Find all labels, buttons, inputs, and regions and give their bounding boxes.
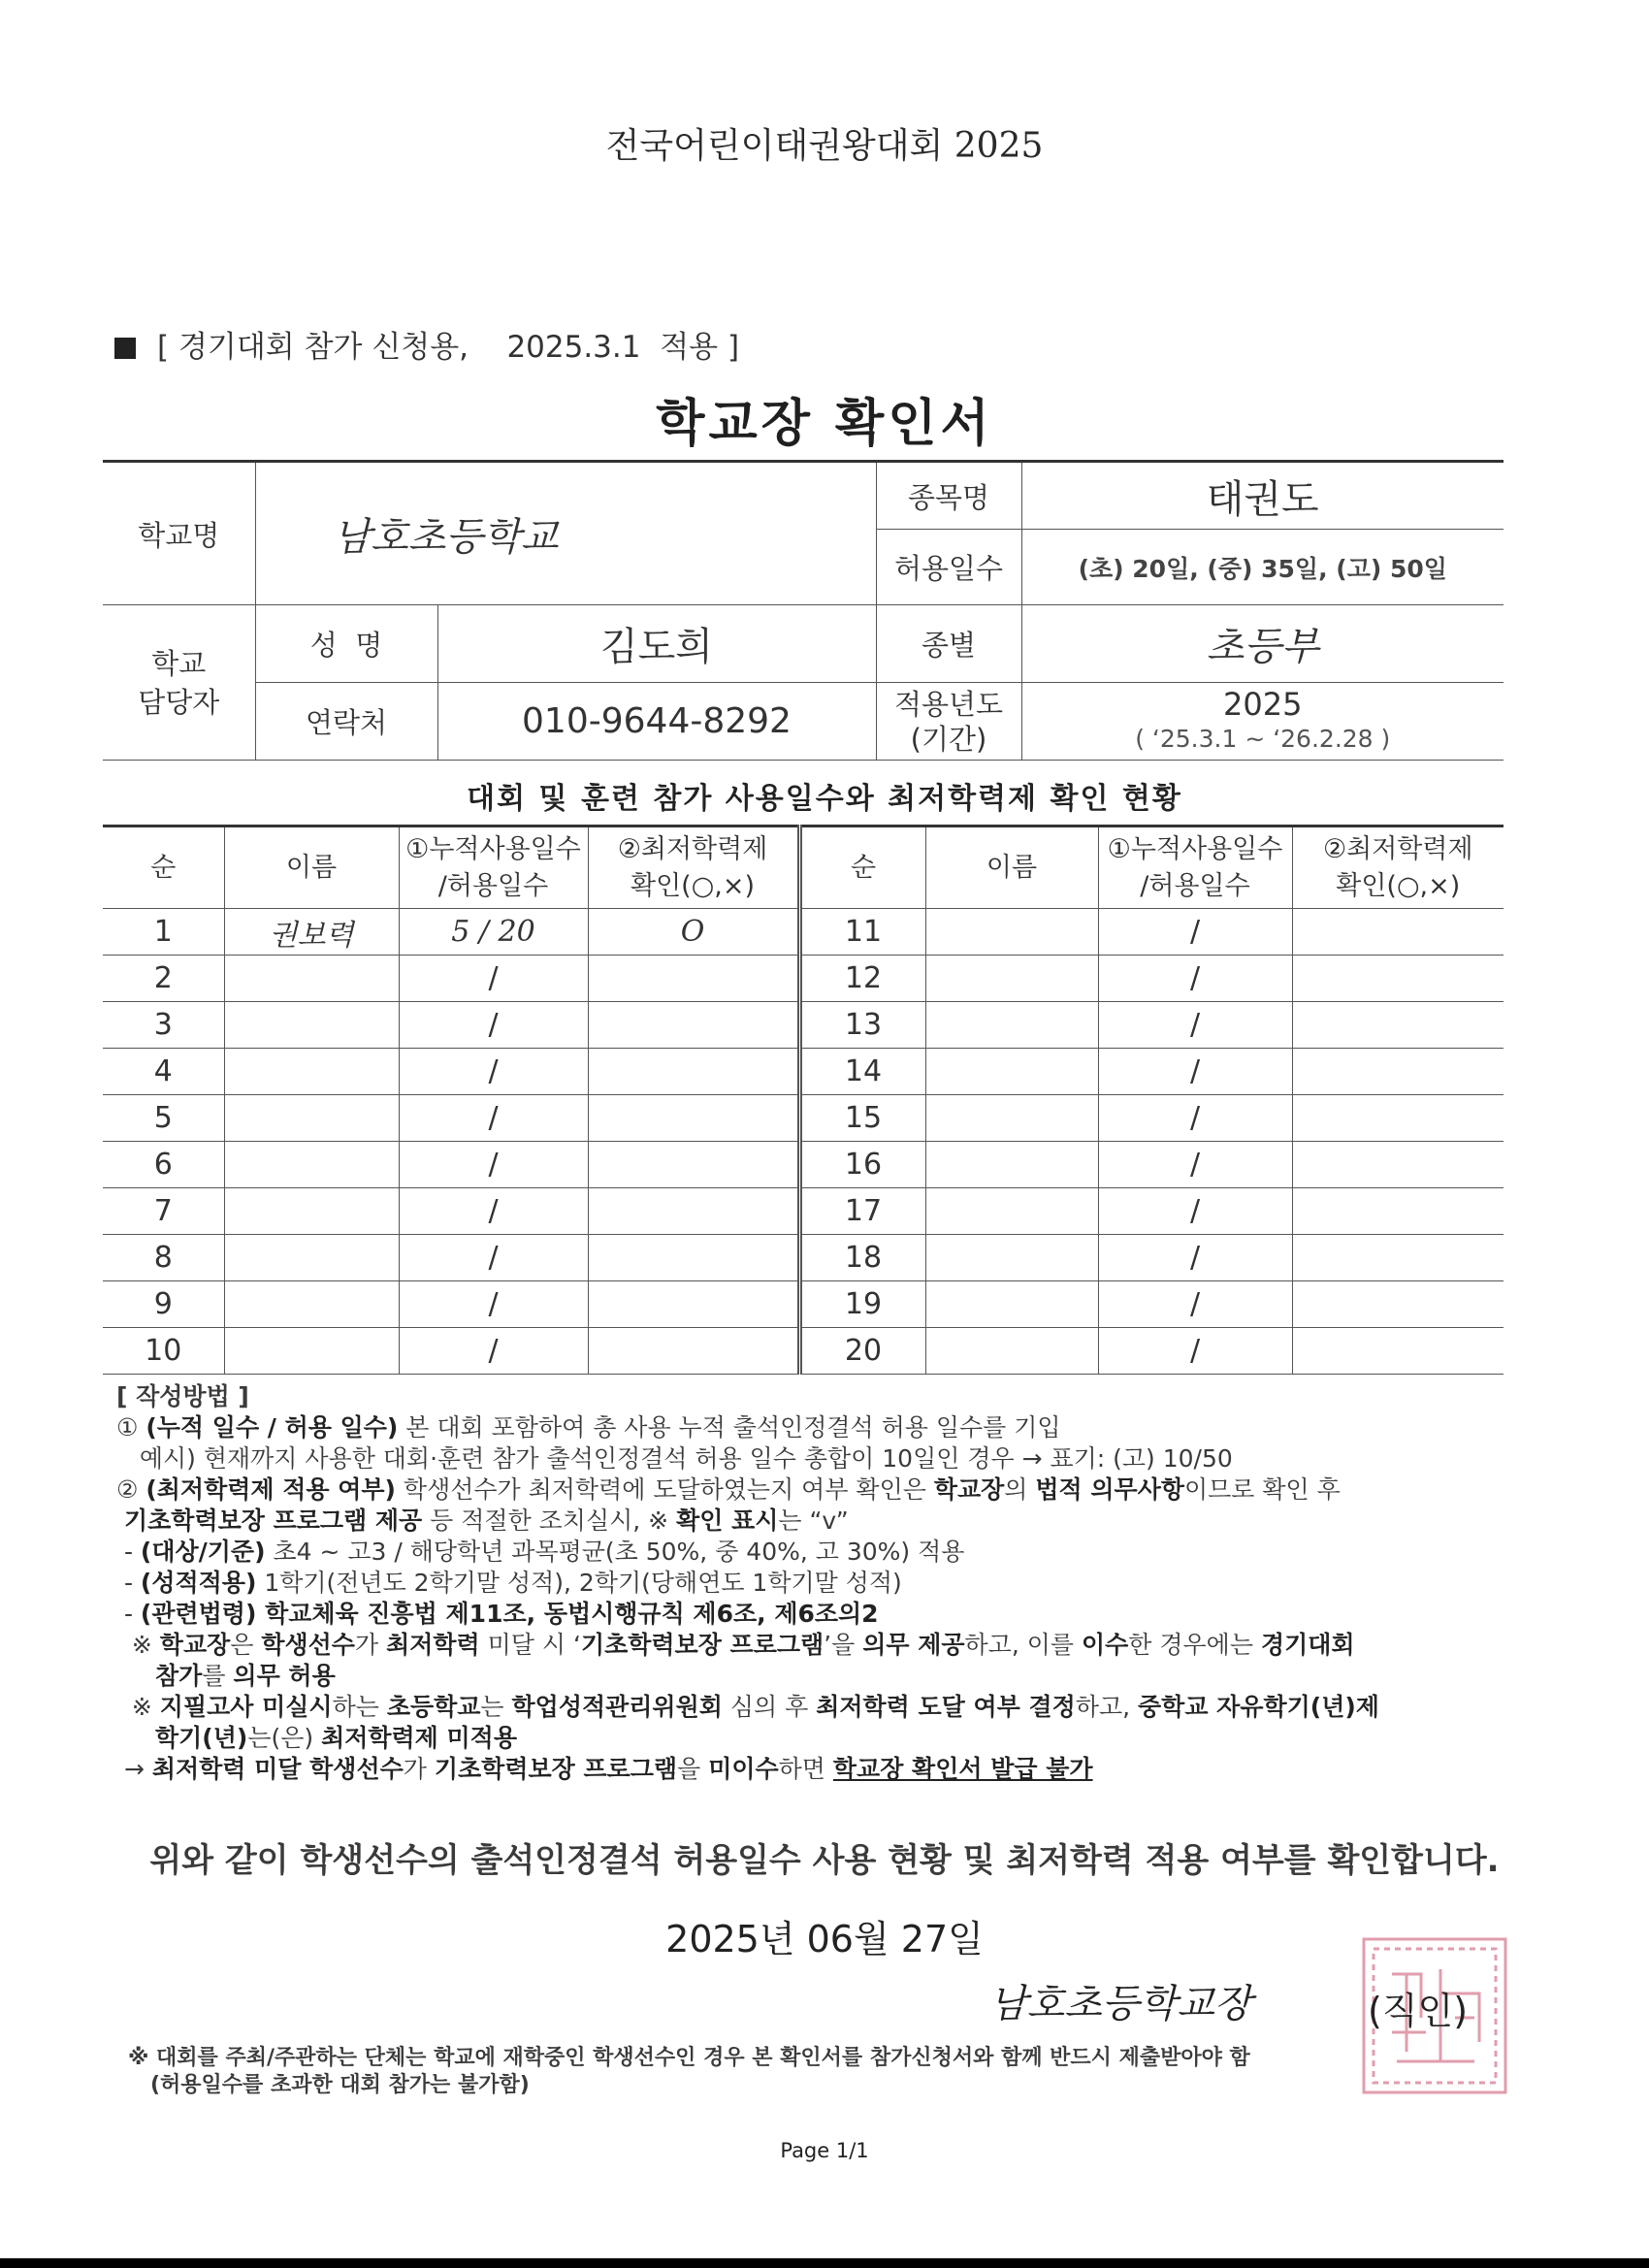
m: -	[116, 1538, 141, 1566]
row-check	[588, 1235, 799, 1281]
row-no: 15	[799, 1095, 925, 1142]
row-check: O	[588, 909, 799, 956]
row-check	[1292, 1002, 1504, 1049]
m: 최저학력 도달 여부 결정	[816, 1693, 1076, 1721]
m: 의	[1004, 1475, 1036, 1504]
m: -	[116, 1569, 141, 1597]
contact-value: 010-9644-8292	[437, 683, 876, 761]
m: 하고,	[1075, 1693, 1139, 1721]
m: 최저학력 미달 학생선수	[151, 1755, 404, 1783]
m: 기초학력보장 프로그램	[580, 1631, 824, 1659]
header-min-left	[588, 826, 799, 909]
m: ’을	[824, 1631, 863, 1659]
document-title: 학교장 확인서	[656, 395, 993, 453]
header-min-left-l2: 확인(○,×)	[630, 870, 755, 901]
row-name	[925, 1328, 1098, 1375]
method-line-1	[116, 1412, 1513, 1443]
m: 중학교 자유학기(년)제	[1138, 1693, 1379, 1721]
method-line-12	[116, 1754, 1513, 1785]
row-no: 2	[103, 956, 224, 1002]
manager-label	[103, 605, 255, 761]
header-days-left-l2: /허용일수	[437, 870, 549, 901]
row-name	[925, 1188, 1098, 1235]
row-name	[925, 1049, 1098, 1095]
m: 최저학력제 미적용	[321, 1724, 517, 1752]
row-days: /	[1098, 1235, 1292, 1281]
table-row	[103, 1235, 1504, 1281]
row-name	[224, 1235, 399, 1281]
row-days: /	[1098, 1002, 1292, 1049]
square-bullet-icon	[114, 338, 136, 359]
table-row	[103, 1281, 1504, 1328]
row-days: /	[1098, 1328, 1292, 1375]
header-min-right-l2: 확인(○,×)	[1336, 870, 1461, 901]
row-days: /	[1098, 1049, 1292, 1095]
school-name-label: 학교명	[103, 462, 255, 605]
row-no: 13	[799, 1002, 925, 1049]
row-days: /	[399, 1188, 588, 1235]
m: ②	[116, 1475, 146, 1504]
m: (누적 일수 / 허용 일수)	[146, 1413, 399, 1442]
confirmation-statement: 위와 같이 학생선수의 출석인정결석 허용일수 사용 현황 및 최저학력 적용 여부를 확인합니다.	[149, 1841, 1500, 1880]
row-name	[224, 1049, 399, 1095]
table-row	[103, 1188, 1504, 1235]
row-check	[588, 1328, 799, 1375]
m: (최저학력제 적용 여부)	[146, 1475, 396, 1504]
method-line-5	[116, 1537, 1513, 1568]
method-line-4	[116, 1506, 1513, 1537]
row-name	[224, 1281, 399, 1328]
row-no: 11	[799, 909, 925, 956]
row-no: 5	[103, 1095, 224, 1142]
m: (성적적용)	[140, 1569, 257, 1597]
category-label: 종별	[876, 605, 1021, 683]
header-min-right	[1292, 826, 1504, 909]
principal-name: 남호초등학교장	[989, 1982, 1252, 2026]
header-min-left-l1: ②최저학력제	[617, 833, 768, 864]
row-name	[925, 909, 1098, 956]
row-days: /	[399, 1235, 588, 1281]
row-name	[224, 1095, 399, 1142]
m: 한 경우에는	[1128, 1631, 1261, 1659]
row-no: 12	[799, 956, 925, 1002]
m: 경기대회	[1260, 1631, 1355, 1659]
row-days: 5 / 20	[399, 909, 588, 956]
m: 하고, 이를	[964, 1631, 1082, 1659]
header-no-left: 순	[103, 826, 224, 909]
table-row	[103, 1002, 1504, 1049]
row-check	[1292, 1142, 1504, 1188]
row-no: 8	[103, 1235, 224, 1281]
m: 초등학교	[386, 1693, 481, 1721]
m: 기초학력보장 프로그램	[434, 1755, 678, 1783]
row-days: /	[1098, 1281, 1292, 1328]
m: 를	[202, 1662, 234, 1690]
row-no: 10	[103, 1328, 224, 1375]
note-line-2: (허용일수를 초과한 대회 참가는 불가함)	[128, 2073, 530, 2097]
m: 미달 시 ‘	[479, 1631, 581, 1659]
year-label-line1: 적용년도	[893, 687, 1004, 721]
contact-label: 연락처	[255, 683, 437, 761]
header-no-right: 순	[799, 826, 925, 909]
row-no: 4	[103, 1049, 224, 1095]
row-check	[588, 1142, 799, 1188]
row-days: /	[1098, 1142, 1292, 1188]
row-check	[588, 1049, 799, 1095]
row-no: 19	[799, 1281, 925, 1328]
m: 이므로 확인 후	[1184, 1475, 1341, 1504]
m: 하는	[332, 1693, 387, 1721]
m: (관련법령) 학교체육 진흥법 제11조, 동법시행규칙 제6조, 제6조의2	[140, 1600, 879, 1628]
row-no: 6	[103, 1142, 224, 1188]
manager-label-line1: 학교	[151, 646, 207, 680]
row-name	[925, 1235, 1098, 1281]
event-value: 태권도	[1021, 462, 1504, 530]
note-line-1: ※ 대회를 주최/주관하는 단체는 학교에 재학중인 학생선수인 경우 본 확인서를 참가신청서와 함께 반드시 제출받아야 함	[128, 2046, 1250, 2070]
row-name	[925, 1002, 1098, 1049]
method-line-7	[116, 1599, 1513, 1630]
row-check	[1292, 1049, 1504, 1095]
row-no: 3	[103, 1002, 224, 1049]
row-no: 20	[799, 1328, 925, 1375]
form-meta	[114, 322, 739, 366]
form-meta-text: [ 경기대회 참가 신청용, 2025.3.1 적용 ]	[157, 330, 740, 365]
m: 법적 의무사항	[1035, 1475, 1184, 1504]
row-name	[925, 1281, 1098, 1328]
submission-note	[128, 2045, 1525, 2099]
row-no: 18	[799, 1235, 925, 1281]
table-row	[103, 1328, 1504, 1375]
allowed-days-value: (초) 20일, (중) 35일, (고) 50일	[1021, 530, 1504, 605]
row-days: /	[399, 1328, 588, 1375]
header-days-left-l1: ①누적사용일수	[405, 833, 581, 864]
row-check	[1292, 956, 1504, 1002]
m: 는	[480, 1693, 512, 1721]
m: 은	[230, 1631, 262, 1659]
row-name	[925, 956, 1098, 1002]
row-no: 7	[103, 1188, 224, 1235]
row-check	[1292, 1328, 1504, 1375]
name-label: 성 명	[255, 605, 437, 683]
category-handwritten: 초등부	[1206, 625, 1319, 669]
m: ※	[116, 1693, 160, 1721]
row-days: /	[1098, 909, 1292, 956]
row-days: /	[1098, 1188, 1292, 1235]
table-row	[103, 956, 1504, 1002]
m: 을	[677, 1755, 709, 1783]
row-check	[588, 1281, 799, 1328]
row-name	[224, 1142, 399, 1188]
section-title: 대회 및 훈련 참가 사용일수와 최저학력제 확인 현황	[467, 782, 1182, 816]
m: 지필고사 미실시	[159, 1693, 333, 1721]
attendance-table	[103, 825, 1504, 1375]
method-line-10	[116, 1692, 1513, 1723]
manager-label-line2: 담당자	[138, 685, 220, 719]
header-min-right-l1: ②최저학력제	[1322, 833, 1473, 864]
m: (대상/기준)	[140, 1538, 266, 1566]
header-days-right-l1: ①누적사용일수	[1107, 833, 1283, 864]
row-days: /	[399, 1142, 588, 1188]
m: 학생선수	[261, 1631, 355, 1659]
row-no: 1	[103, 909, 224, 956]
m: 학교장	[933, 1475, 1005, 1504]
m: 의무 제공	[862, 1631, 965, 1659]
method-line-11	[116, 1723, 1513, 1754]
m: 학교장	[159, 1631, 231, 1659]
row-days: /	[399, 1049, 588, 1095]
m: ①	[116, 1413, 146, 1442]
m: 확인 표시	[676, 1507, 779, 1535]
m: 가	[354, 1631, 387, 1659]
row-name	[224, 956, 399, 1002]
m: 심의 후	[722, 1693, 817, 1721]
school-name-handwritten: 남호초등학교	[333, 514, 559, 560]
method-line-2: 예시) 현재까지 사용한 대회·훈련 참가 출석인정결석 허용 일수 총합이 10일인 경우 → 표기: (고) 10/50	[116, 1444, 1233, 1473]
row-check	[588, 956, 799, 1002]
row-name	[224, 1002, 399, 1049]
header-days-right-l2: /허용일수	[1140, 870, 1250, 901]
m: 학기(년)	[155, 1724, 248, 1752]
row-days: /	[1098, 1095, 1292, 1142]
row-days: /	[1098, 956, 1292, 1002]
name-value: 김도희	[437, 605, 876, 683]
header-days-right	[1098, 826, 1292, 909]
year-value-cell	[1021, 683, 1504, 761]
seal-label: (직인)	[1368, 1990, 1469, 2032]
year-label-line2: (기간)	[910, 722, 987, 756]
m: 이수	[1081, 1631, 1129, 1659]
year-label	[876, 683, 1021, 761]
m: 최저학력	[386, 1631, 480, 1659]
allowed-days-label: 허용일수	[876, 530, 1021, 605]
row-no: 14	[799, 1049, 925, 1095]
row-days: /	[399, 1281, 588, 1328]
issue-date: 2025년 06월 27일	[665, 1918, 984, 1960]
method-line-9	[116, 1661, 1513, 1692]
method-line-8	[116, 1630, 1513, 1661]
row-no: 17	[799, 1188, 925, 1235]
row-name	[925, 1142, 1098, 1188]
table-row	[103, 1049, 1504, 1095]
table-row	[103, 909, 1504, 956]
m: 기초학력보장 프로그램 제공	[124, 1507, 423, 1535]
header-days-left	[399, 826, 588, 909]
row-days: /	[399, 1002, 588, 1049]
header-name-right: 이름	[925, 826, 1098, 909]
row-no: 16	[799, 1142, 925, 1188]
m: →	[116, 1755, 152, 1783]
row-check	[1292, 909, 1504, 956]
m: 학생선수가 최저학력에 도달하였는지 여부 확인은	[395, 1475, 934, 1504]
m: 학업성적관리위원회	[511, 1693, 723, 1721]
row-check	[588, 1188, 799, 1235]
school-name-value	[255, 462, 876, 605]
category-value	[1021, 605, 1504, 683]
row-days: /	[399, 956, 588, 1002]
school-info-table	[103, 460, 1504, 761]
m: 는(은)	[247, 1724, 322, 1752]
m: 의무 허용	[233, 1662, 336, 1690]
row-check	[1292, 1235, 1504, 1281]
scan-edge-bar	[0, 2258, 1649, 2268]
year-value: 2025	[1223, 685, 1303, 723]
table-row	[103, 1142, 1504, 1188]
method-line-3	[116, 1474, 1513, 1506]
method-heading: [ 작성방법 ]	[116, 1382, 249, 1410]
m: 학교장 확인서 발급 불가	[832, 1755, 1093, 1783]
row-no: 9	[103, 1281, 224, 1328]
row-name	[224, 1188, 399, 1235]
event-label: 종목명	[876, 462, 1021, 530]
year-period: ( ‘25.3.1 ~ ‘26.2.28 )	[1135, 724, 1391, 753]
header-name-left: 이름	[224, 826, 399, 909]
row-check	[1292, 1095, 1504, 1142]
m: 1학기(전년도 2학기말 성적), 2학기(당해연도 1학기말 성적)	[256, 1569, 902, 1597]
m: 가	[403, 1755, 435, 1783]
m: 초4 ~ 고3 / 해당학년 과목평균(초 50%, 중 40%, 고 30%) 적용	[265, 1538, 965, 1566]
row-name: 권보력	[224, 909, 399, 956]
attendance-rows	[103, 909, 1504, 1375]
table-row	[103, 1095, 1504, 1142]
row-name	[925, 1095, 1098, 1142]
m: 본 대회 포함하여 총 사용 누적 출석인정결석 허용 일수를 기입	[398, 1413, 1061, 1442]
row-check	[1292, 1188, 1504, 1235]
row-name	[224, 1328, 399, 1375]
m: 미이수	[708, 1755, 779, 1783]
m: 참가	[155, 1662, 203, 1690]
m: 하면	[778, 1755, 833, 1783]
row-check	[588, 1095, 799, 1142]
page-number: Page 1/1	[780, 2139, 869, 2162]
m: 는 “v”	[778, 1507, 849, 1535]
competition-header: 전국어린이태권왕대회 2025	[605, 126, 1044, 166]
row-check	[588, 1002, 799, 1049]
row-check	[1292, 1281, 1504, 1328]
m: -	[116, 1600, 141, 1628]
method-line-6	[116, 1568, 1513, 1599]
m: ※	[116, 1631, 160, 1659]
row-days: /	[399, 1095, 588, 1142]
m: 등 적절한 조치실시, ※	[422, 1507, 677, 1535]
writing-method	[116, 1381, 1513, 1785]
